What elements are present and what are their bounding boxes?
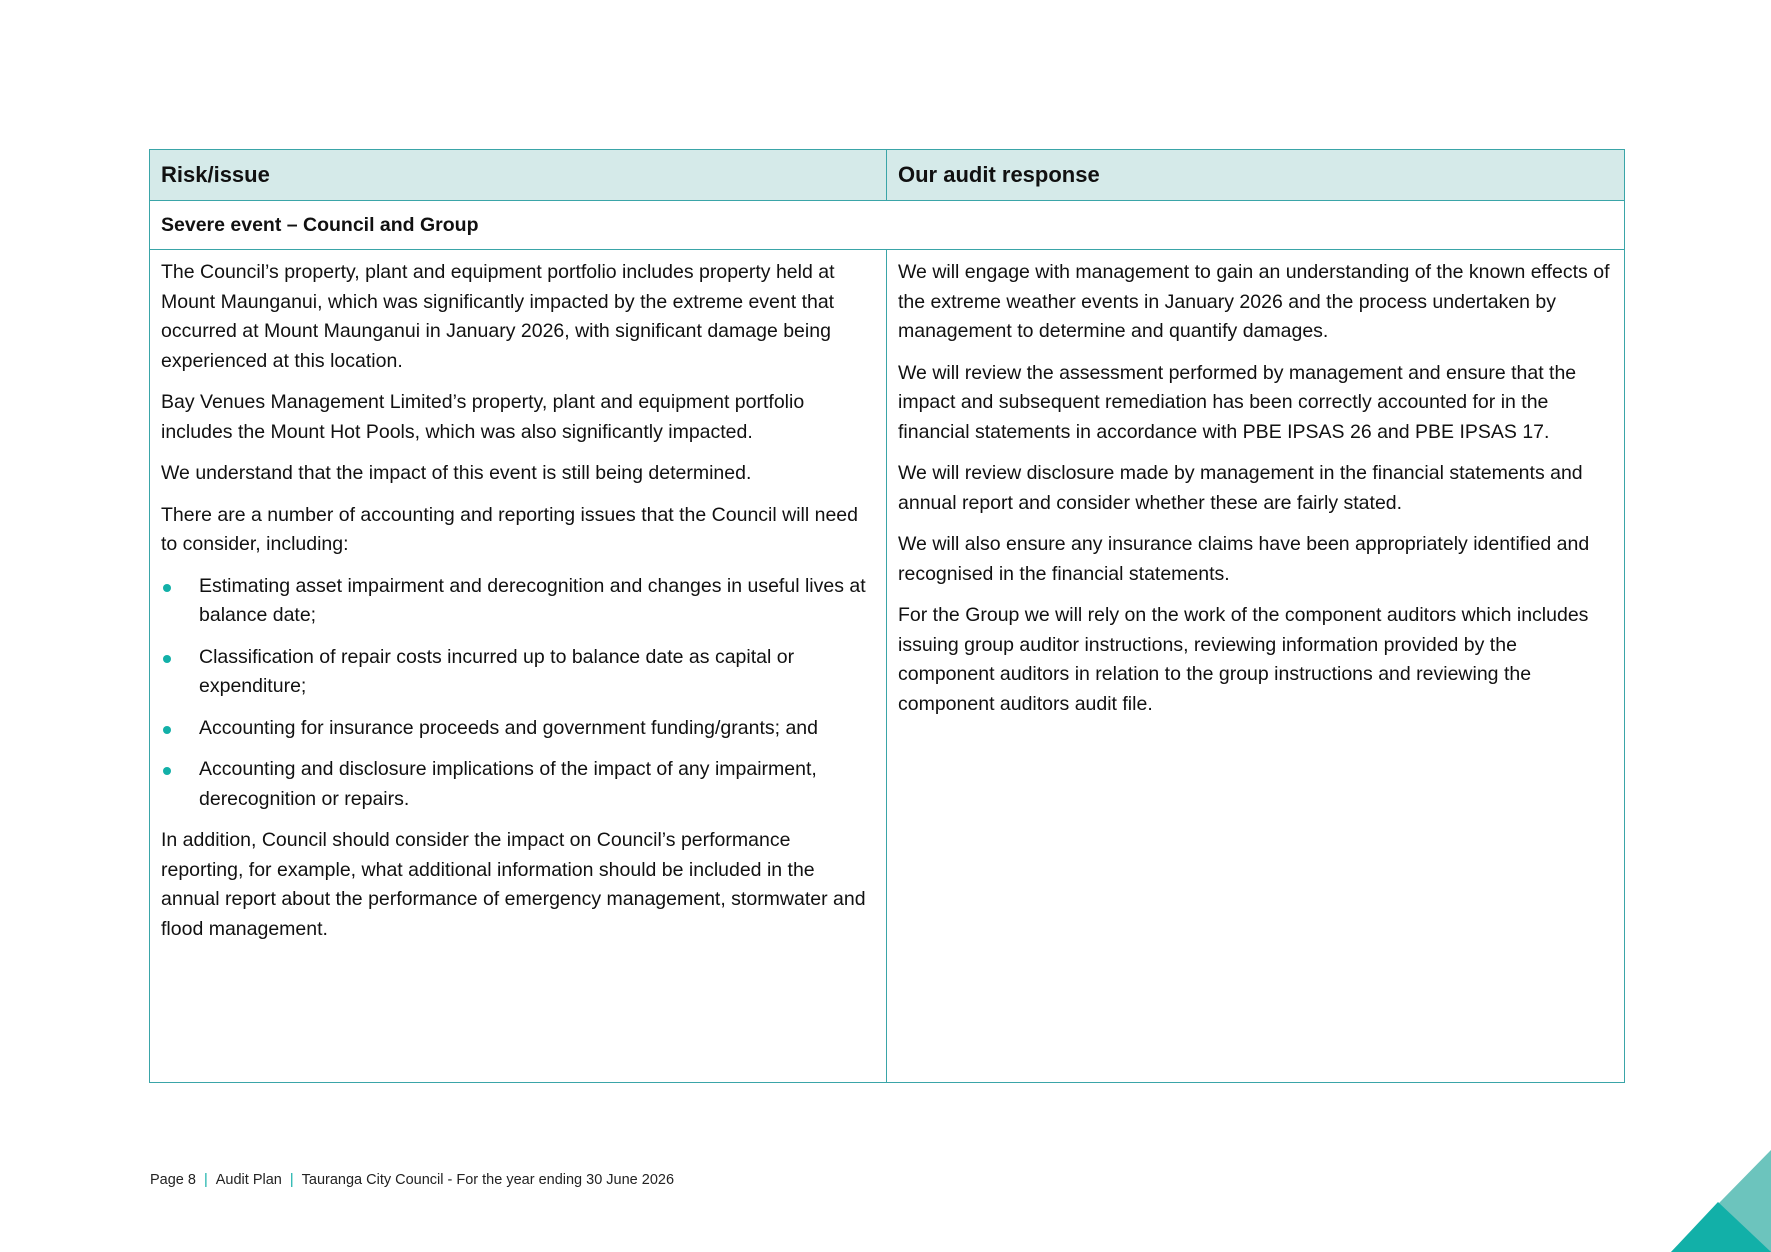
risk-issue-header: Risk/issue [150,150,887,201]
list-item-text: Classification of repair costs incurred up to balance date as capital or expenditure; [199,645,795,697]
bullet-dot-icon [163,655,171,663]
risk-paragraph: There are a number of accounting and reporting issues that the Council will need to consider, including: [161,503,858,555]
table-header-row [150,150,1625,201]
entity-period: Tauranga City Council - For the year ending 30 June 2026 [301,1172,675,1188]
audit-response-header: Our audit response [887,150,1625,201]
response-paragraph: For the Group we will rely on the work of the component auditors which includes issuing group auditor instructions, reviewing information provided by the component auditors in relation to the group instructions and reviewing the component auditors audit file. [898,604,1589,715]
list-item-text: Estimating asset impairment and derecognition and changes in useful lives at balance date; [199,574,866,626]
list-item [161,714,875,744]
risk-paragraph: The Council’s property, plant and equipment portfolio includes property held at Mount Maunganui, which was significantly impacted by the extreme event that occurred at Mount Maunganui in January 2026, with significant damage being experienced at this location. [161,261,835,372]
response-paragraph: We will review disclosure made by management in the financial statements and annual report and consider whether these are fairly stated. [898,462,1583,514]
bullet-dot-icon [163,584,171,592]
list-item-text: Accounting for insurance proceeds and government funding/grants; and [199,716,818,739]
risk-paragraph: In addition, Council should consider the impact on Council’s performance reporting, for example, what additional information should be included in the annual report about the performance of emergency management, stormwater and flood management. [161,829,866,940]
section-title: Severe event – Council and Group [150,201,1625,250]
response-paragraph: We will also ensure any insurance claims have been appropriately identified and recognised in the financial statements. [898,533,1590,585]
list-item [161,755,875,814]
footer-separator: | [289,1172,294,1188]
bullet-dot-icon [163,767,171,775]
footer-separator: | [203,1172,208,1188]
corner-triangle-icon [1671,1150,1771,1252]
list-item-text: Accounting and disclosure implications of the impact of any impairment, derecognition or repairs. [199,758,817,810]
page-number: Page 8 [150,1172,196,1188]
response-paragraph: We will engage with management to gain an understanding of the known effects of the extreme weather events in January 2026 and the process undertaken by management to determine and quantify damages. [898,261,1610,342]
audit-risk-table [149,149,1625,1083]
document-title: Audit Plan [215,1172,282,1188]
risk-issue-cell [150,250,887,1083]
list-item [161,572,875,631]
risk-paragraph: We understand that the impact of this event is still being determined. [161,462,752,484]
accounting-issues-list [161,572,875,815]
section-row [150,201,1625,250]
content-row [150,250,1625,1083]
page-footer [150,1172,674,1188]
audit-response-cell [887,250,1625,1083]
risk-paragraph: Bay Venues Management Limited’s property, plant and equipment portfolio includes the Mount Hot Pools, which was also significantly impacted. [161,391,805,443]
list-item [161,643,875,702]
bullet-dot-icon [163,726,171,734]
response-paragraph: We will review the assessment performed by management and ensure that the impact and subsequent remediation has been correctly accounted for in the financial statements in accordance with PBE IPSAS 26 and PBE IPSAS 17. [898,361,1577,443]
